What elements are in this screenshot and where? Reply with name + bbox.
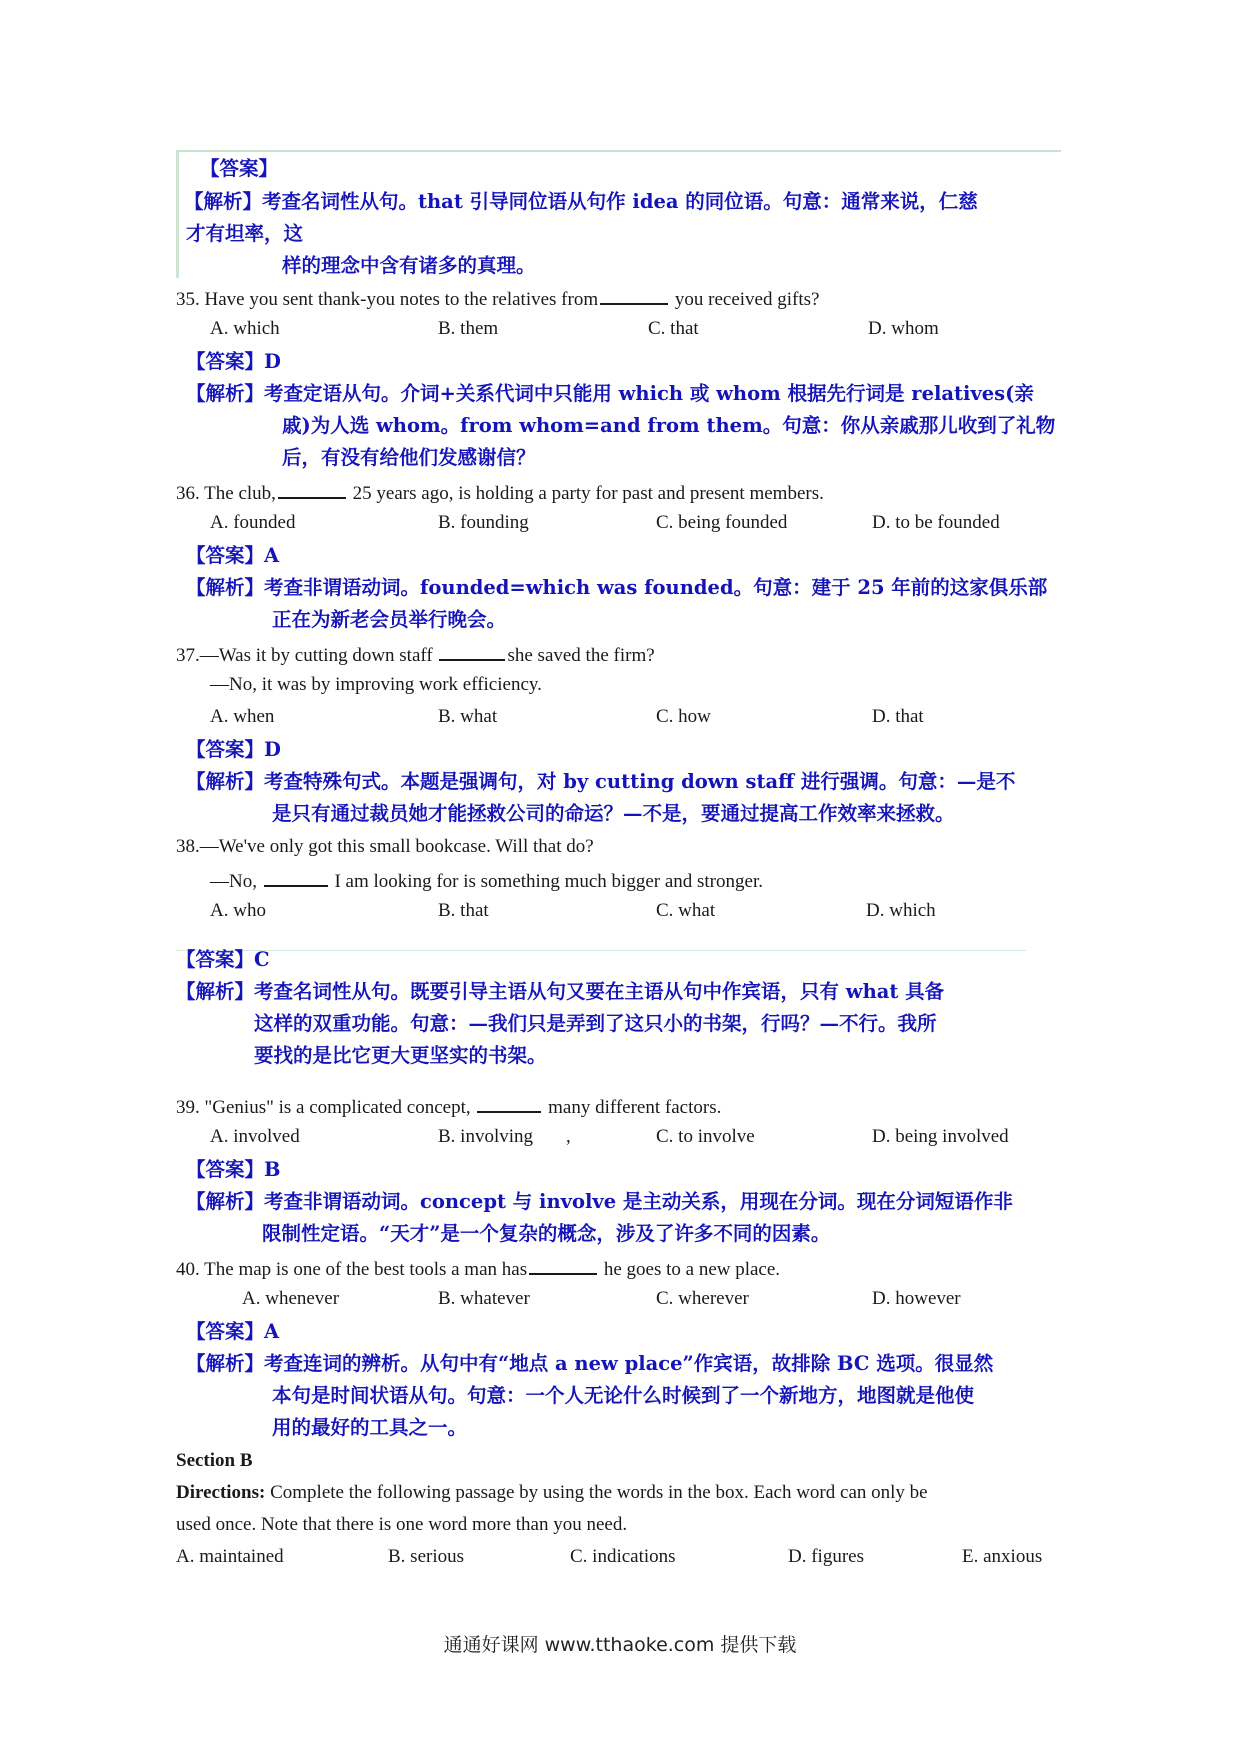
q35-option-a: A. which	[210, 318, 280, 339]
faint-divider	[176, 950, 1026, 951]
q37-analysis-1: 【解析】考查特殊句式。本题是强调句，对 by cutting down staff 进行强调。句意：—是不	[186, 770, 1016, 793]
q36-answer: 【答案】A	[186, 544, 280, 567]
left-rule	[176, 150, 179, 278]
q37-reply: —No, it was by improving work efficiency.	[210, 674, 542, 695]
directions-text-1: Complete the following passage by using the words in the box. Each word can only be	[265, 1482, 928, 1503]
q38-analysis-3: 要找的是比它更大更坚实的书架。	[254, 1044, 547, 1067]
q35-analysis-2: 戚)为人选 whom。from whom=and from them。句意：你从亲戚那儿收到了礼物	[282, 414, 1056, 437]
q40-stem-before: 40. The map is one of the best tools a man has	[176, 1259, 528, 1280]
q39-analysis-1: 【解析】考查非谓语动词。concept 与 involve 是主动关系，用现在分词。现在分词短语作非	[186, 1190, 1013, 1213]
q39-analysis-2: 限制性定语。“天才”是一个复杂的概念，涉及了许多不同的因素。	[262, 1222, 831, 1245]
q35-stem-before: 35. Have you sent thank-you notes to the relatives from	[176, 289, 599, 310]
q36-stem-after: 25 years ago, is holding a party for past and present members.	[347, 483, 824, 504]
q37-stem-before: 37.—Was it by cutting down staff	[176, 645, 438, 666]
q37-answer: 【答案】D	[186, 738, 281, 761]
q38-option-c: C. what	[656, 900, 716, 921]
q38-option-a: A. who	[210, 900, 266, 921]
q36-stem	[176, 480, 824, 506]
word-box-c: C. indications	[570, 1546, 676, 1567]
top-analysis-line3: 样的理念中含有诸多的真理。	[282, 254, 536, 277]
q39-option-c: C. to involve	[656, 1126, 755, 1147]
q38-blank	[264, 868, 328, 887]
q37-option-c: C. how	[656, 706, 711, 727]
word-box-b: B. serious	[388, 1546, 464, 1567]
q35-analysis-1: 【解析】考查定语从句。介词+关系代词中只能用 which 或 whom 根据先行词是 relatives(亲	[186, 382, 1034, 405]
q39-stem-before: 39. "Genius" is a complicated concept,	[176, 1097, 476, 1118]
q35-analysis-3: 后，有没有给他们发感谢信？	[282, 446, 536, 469]
q36-option-d: D. to be founded	[872, 512, 1000, 533]
q38-reply-before: —No,	[210, 871, 262, 892]
q40-option-d: D. however	[872, 1288, 961, 1309]
q38-stem: 38.—We've only got this small bookcase. Will that do?	[176, 836, 594, 857]
q36-stem-before: 36. The club,	[176, 483, 276, 504]
q35-stem	[176, 286, 819, 312]
q38-answer: 【答案】C	[176, 948, 270, 971]
q36-analysis-1: 【解析】考查非谓语动词。founded=which was founded。句意：建于 25 年前的这家俱乐部	[186, 576, 1048, 599]
q40-stem-after: he goes to a new place.	[599, 1259, 781, 1280]
directions-text-2: used once. Note that there is one word more than you need.	[176, 1514, 628, 1535]
q38-option-d: D. which	[866, 900, 936, 921]
q39-option-a: A. involved	[210, 1126, 300, 1147]
q39-stray-comma: ,	[566, 1126, 571, 1147]
word-box-a: A. maintained	[176, 1546, 284, 1567]
q37-stem-after: she saved the firm?	[507, 645, 655, 666]
q35-stem-after: you received gifts?	[670, 289, 820, 310]
top-rule	[176, 150, 1061, 152]
q38-analysis-2: 这样的双重功能。句意：—我们只是弄到了这只小的书架，行吗？—不行。我所	[254, 1012, 937, 1035]
q40-analysis-3: 用的最好的工具之一。	[272, 1416, 468, 1439]
q36-option-c: C. being founded	[656, 512, 788, 533]
q38-analysis-1: 【解析】考查名词性从句。既要引导主语从句又要在主语从句中作宾语，只有 what 具备	[176, 980, 945, 1003]
q40-blank	[529, 1256, 597, 1275]
word-box-d: D. figures	[788, 1546, 864, 1567]
word-box-e: E. anxious	[962, 1546, 1043, 1567]
q35-option-b: B. them	[438, 318, 499, 339]
q40-answer: 【答案】A	[186, 1320, 280, 1343]
q40-analysis-2: 本句是时间状语从句。句意：一个人无论什么时候到了一个新地方，地图就是他使	[272, 1384, 975, 1407]
q36-option-b: B. founding	[438, 512, 529, 533]
q39-option-d: D. being involved	[872, 1126, 1009, 1147]
q40-option-c: C. wherever	[656, 1288, 749, 1309]
q37-option-a: A. when	[210, 706, 275, 727]
q37-stem	[176, 642, 655, 668]
q36-option-a: A. founded	[210, 512, 296, 533]
q37-blank	[439, 642, 505, 661]
q40-stem	[176, 1256, 780, 1282]
section-b-directions	[176, 1482, 928, 1505]
page-footer: 通通好课网 www.tthaoke.com 提供下载	[443, 1634, 797, 1656]
q39-answer: 【答案】B	[186, 1158, 281, 1181]
q39-stem-after: many different factors.	[543, 1097, 722, 1118]
q40-option-b: B. whatever	[438, 1288, 530, 1309]
q39-option-b: B. involving	[438, 1126, 534, 1147]
top-analysis-line2: 才有坦率，这	[186, 222, 304, 245]
top-answer-label: 【答案】	[200, 157, 279, 180]
q40-option-a: A. whenever	[242, 1288, 340, 1309]
q36-blank	[278, 480, 346, 499]
directions-label: Directions:	[176, 1482, 266, 1503]
q38-reply-after: I am looking for is something much bigger and stronger.	[329, 871, 763, 892]
q35-answer: 【答案】D	[186, 350, 281, 373]
q39-blank	[477, 1094, 541, 1113]
q35-option-c: C. that	[648, 318, 699, 339]
q35-option-d: D. whom	[868, 318, 939, 339]
q38-reply	[210, 868, 763, 894]
q37-analysis-2: 是只有通过裁员她才能拯救公司的命运？—不是，要通过提高工作效率来拯救。	[272, 802, 955, 825]
q37-option-b: B. what	[438, 706, 498, 727]
q38-option-b: B. that	[438, 900, 489, 921]
top-analysis-line1: 【解析】考查名词性从句。that 引导同位语从句作 idea 的同位语。句意：通常来说，仁慈	[184, 190, 978, 213]
q37-option-d: D. that	[872, 706, 924, 727]
q40-analysis-1: 【解析】考查连词的辨析。从句中有“地点 a new place”作宾语，故排除 BC 选项。很显然	[186, 1352, 994, 1375]
q35-blank	[600, 286, 668, 305]
q39-stem	[176, 1094, 721, 1120]
q36-analysis-2: 正在为新老会员举行晚会。	[272, 608, 507, 631]
section-b-title: Section B	[176, 1450, 253, 1471]
